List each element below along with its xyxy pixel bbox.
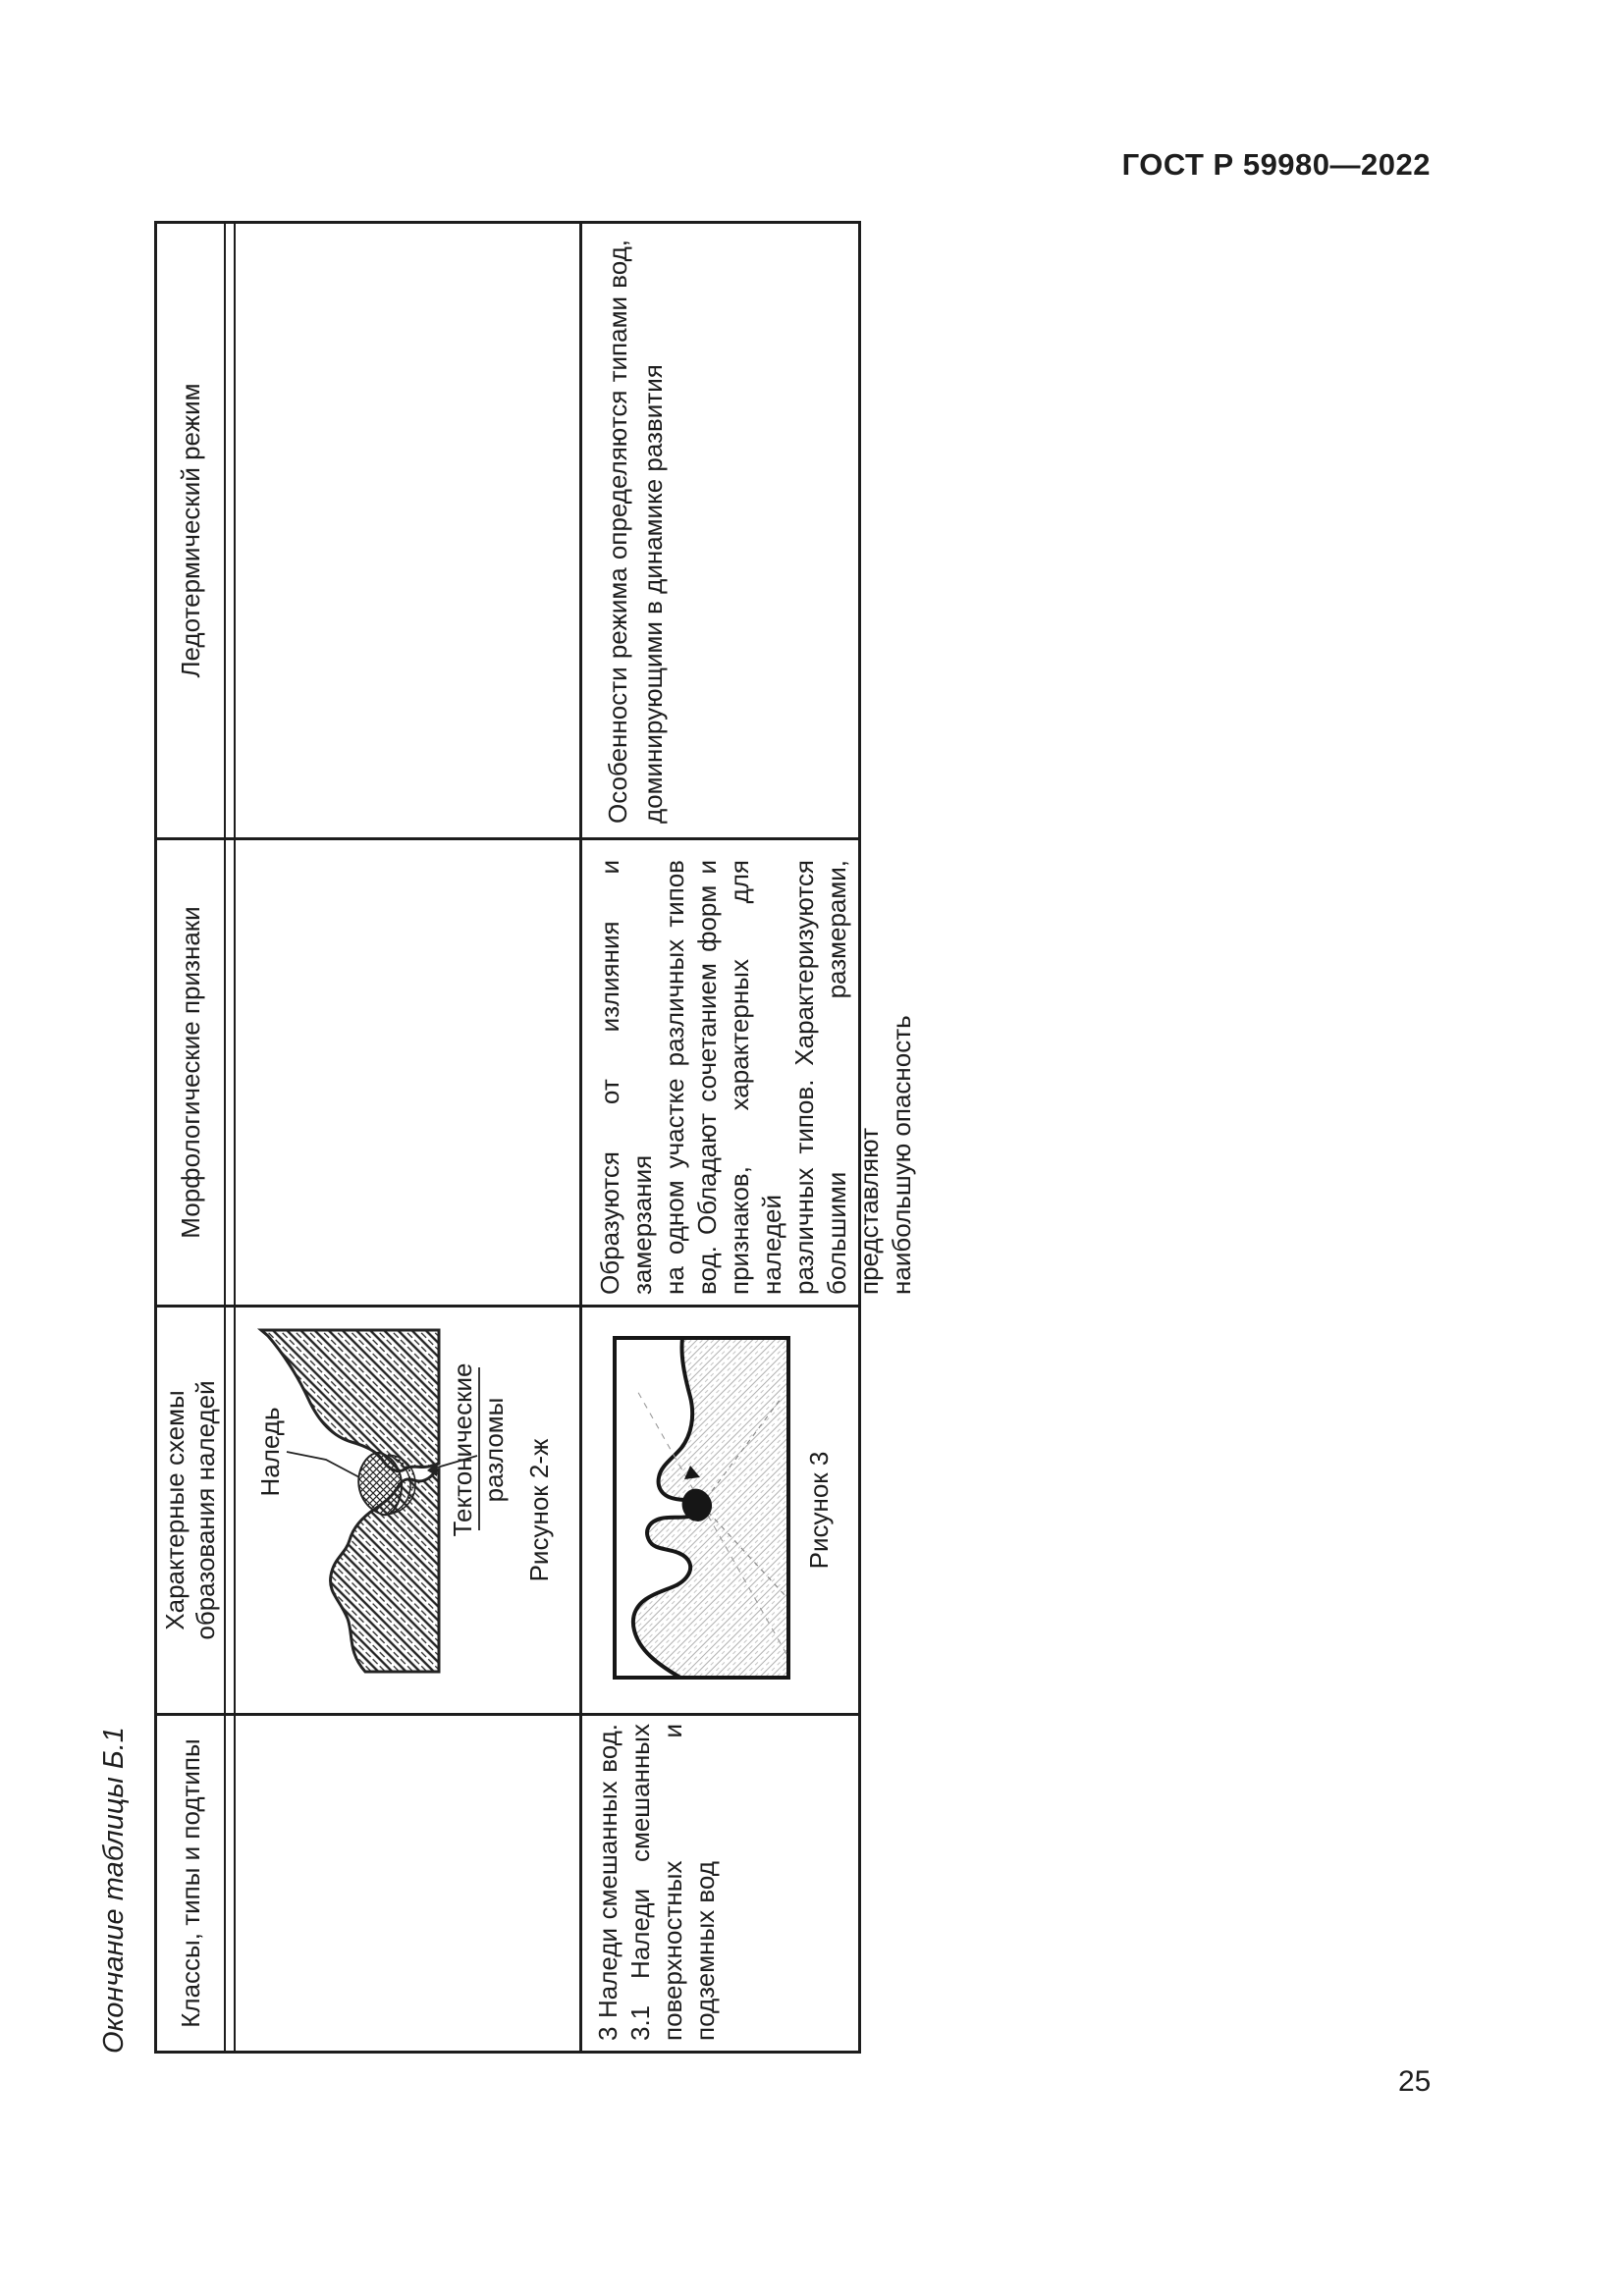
classes-line: 3 Наледи смешанных вод. [593,1724,623,2041]
figure-3-caption: Рисунок 3 [804,1451,834,1570]
page-number: 25 [1398,2065,1432,2098]
document-code: ГОСТ Р 59980—2022 [1121,147,1431,182]
table-continuation-label: Окончание таблицы Б.1 [98,1727,130,2054]
classes-line: подземных вод [690,1861,720,2041]
leader-line-ice [287,1452,359,1477]
table-b1 [154,221,916,2054]
figure-2zh-caption: Рисунок 2-ж [524,1438,554,1582]
morphology-line: различных типов. Характеризуются [789,860,819,1295]
cell-classes-continued-empty [236,1713,579,2051]
header-cell-classes: Классы, типы и подтипы [157,1713,224,2051]
regime-line: Особенности режима определяются типами вод, [603,240,632,824]
label-faults-line2: разломы [479,1397,509,1503]
morphology-line: большими размерами, представляют [822,860,884,1295]
morphology-line: наибольшую опасность [887,1015,916,1295]
morphology-line: признаков, характерных для наледей [725,860,786,1295]
table-row-continued [236,224,582,2051]
regime-line: доминирующими в динамике развития [638,364,668,824]
terrain-right [261,1330,439,1471]
cell-scheme-figure-2zh [236,1305,579,1713]
cell-classes-row3 [582,1713,858,2051]
cell-regime-row3 [582,224,858,837]
classes-line: 3.1 Наледи смешанных [625,1724,655,2041]
morphology-line: Образуются от излияния и замерзания [595,860,657,1295]
cell-regime-continued-empty [236,224,579,837]
morphology-line: на одном участке различных типов [660,860,689,1295]
cell-scheme-figure-3 [582,1305,858,1713]
icing-scheme-figure-3 [582,1305,800,1713]
header-cell-morphology: Морфологические признаки [157,837,224,1305]
cell-morphology-continued-empty [236,837,579,1305]
table-header-row [157,224,226,2051]
table-row-3 [582,224,916,2051]
header-double-line [226,224,236,2051]
cell-morphology-row3 [582,837,916,1305]
header-cell-schemes: Характерные схемы образования наледей [157,1305,224,1713]
header-cell-regime: Ледотермический режим [175,383,205,678]
morphology-line: вод. Обладают сочетанием форм и [692,860,722,1295]
label-ice: Наледь [255,1407,285,1497]
label-faults-line1: Тектонические [448,1362,477,1537]
icing-scheme-figure-2zh [236,1305,520,1713]
classes-line: поверхностных и [658,1724,687,2041]
